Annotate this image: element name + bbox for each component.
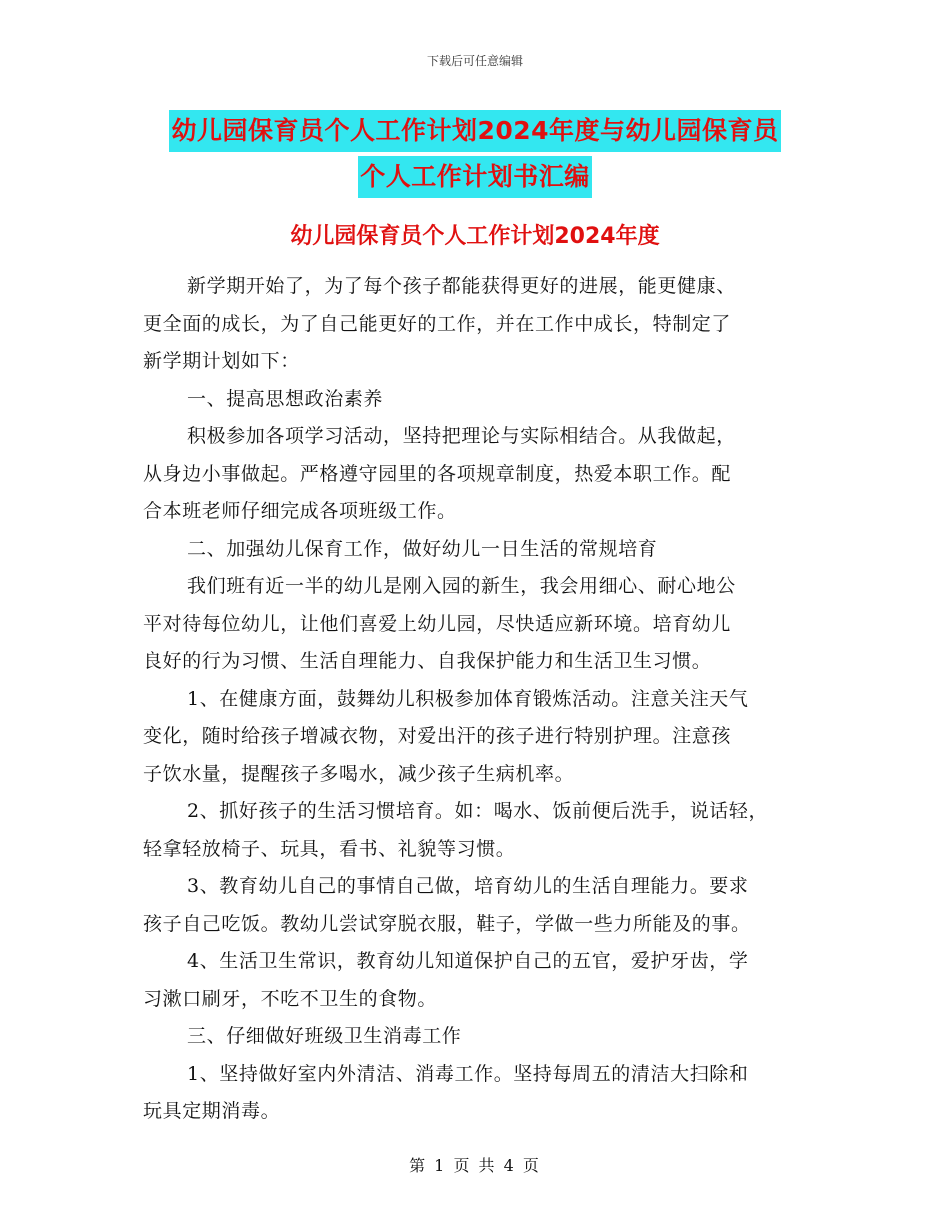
body-line: 新学期开始了，为了每个孩子都能获得更好的进展，能更健康、: [187, 275, 736, 297]
body-line: 变化，随时给孩子增减衣物，对爱出汗的孩子进行特别护理。注意孩: [143, 725, 732, 747]
body-line: 孩子自己吃饭。教幼儿尝试穿脱衣服，鞋子，学做一些力所能及的事。: [143, 912, 751, 935]
body-line: 二、加强幼儿保育工作，做好幼儿一日生活的常规培育: [187, 537, 658, 560]
section-title: 幼儿园保育员个人工作计划2024年度: [290, 224, 660, 249]
body-line: 轻拿轻放椅子、玩具，看书、礼貌等习惯。: [143, 837, 516, 860]
body-line: 新学期计划如下：: [143, 350, 300, 372]
body-line: 2、抓好孩子的生活习惯培育。如：喝水、饭前便后洗手，说话轻，: [187, 800, 769, 822]
page-footer: 第 1 页 共 4 页: [409, 1156, 541, 1175]
body-line: 我们班有近一半的幼儿是刚入园的新生，我会用细心、耐心地公: [187, 575, 736, 597]
document-title: [0, 110, 950, 202]
title-line-1: 幼儿园保育员个人工作计划2024年度与幼儿园保育员: [169, 110, 780, 152]
body-line: 三、仔细做好班级卫生消毒工作: [187, 1025, 462, 1047]
body-line: 更全面的成长，为了自己能更好的工作，并在工作中成长，特制定了: [143, 312, 732, 335]
body-line: 一、提高思想政治素养: [187, 387, 384, 410]
body-line: 子饮水量，提醒孩子多喝水，减少孩子生病机率。: [143, 762, 575, 785]
body-line: 1、坚持做好室内外清洁、消毒工作。坚持每周五的清洁大扫除和: [187, 1062, 749, 1085]
body-line: 积极参加各项学习活动，坚持把理论与实际相结合。从我做起，: [187, 425, 736, 447]
body-line: 从身边小事做起。严格遵守园里的各项规章制度，热爱本职工作。配: [143, 462, 732, 485]
body-line: 合本班老师仔细完成各项班级工作。: [143, 500, 457, 522]
body-line: 平对待每位幼儿，让他们喜爱上幼儿园，尽快适应新环境。培育幼儿: [143, 612, 732, 635]
body-line: 玩具定期消毒。: [143, 1100, 281, 1122]
body-line: 3、教育幼儿自己的事情自己做，培育幼儿的生活自理能力。要求: [187, 875, 749, 897]
body-line: 习漱口刷牙，不吃不卫生的食物。: [143, 987, 438, 1010]
page-header: 下载后可任意编辑: [426, 54, 523, 68]
title-line-2: 个人工作计划书汇编: [358, 156, 592, 198]
body-line: 1、在健康方面，鼓舞幼儿积极参加体育锻炼活动。注意关注天气: [187, 687, 749, 710]
body-text: [143, 268, 808, 1131]
body-line: 良好的行为习惯、生活自理能力、自我保护能力和生活卫生习惯。: [143, 650, 712, 672]
body-line: 4、生活卫生常识，教育幼儿知道保护自己的五官，爱护牙齿，学: [187, 950, 749, 972]
